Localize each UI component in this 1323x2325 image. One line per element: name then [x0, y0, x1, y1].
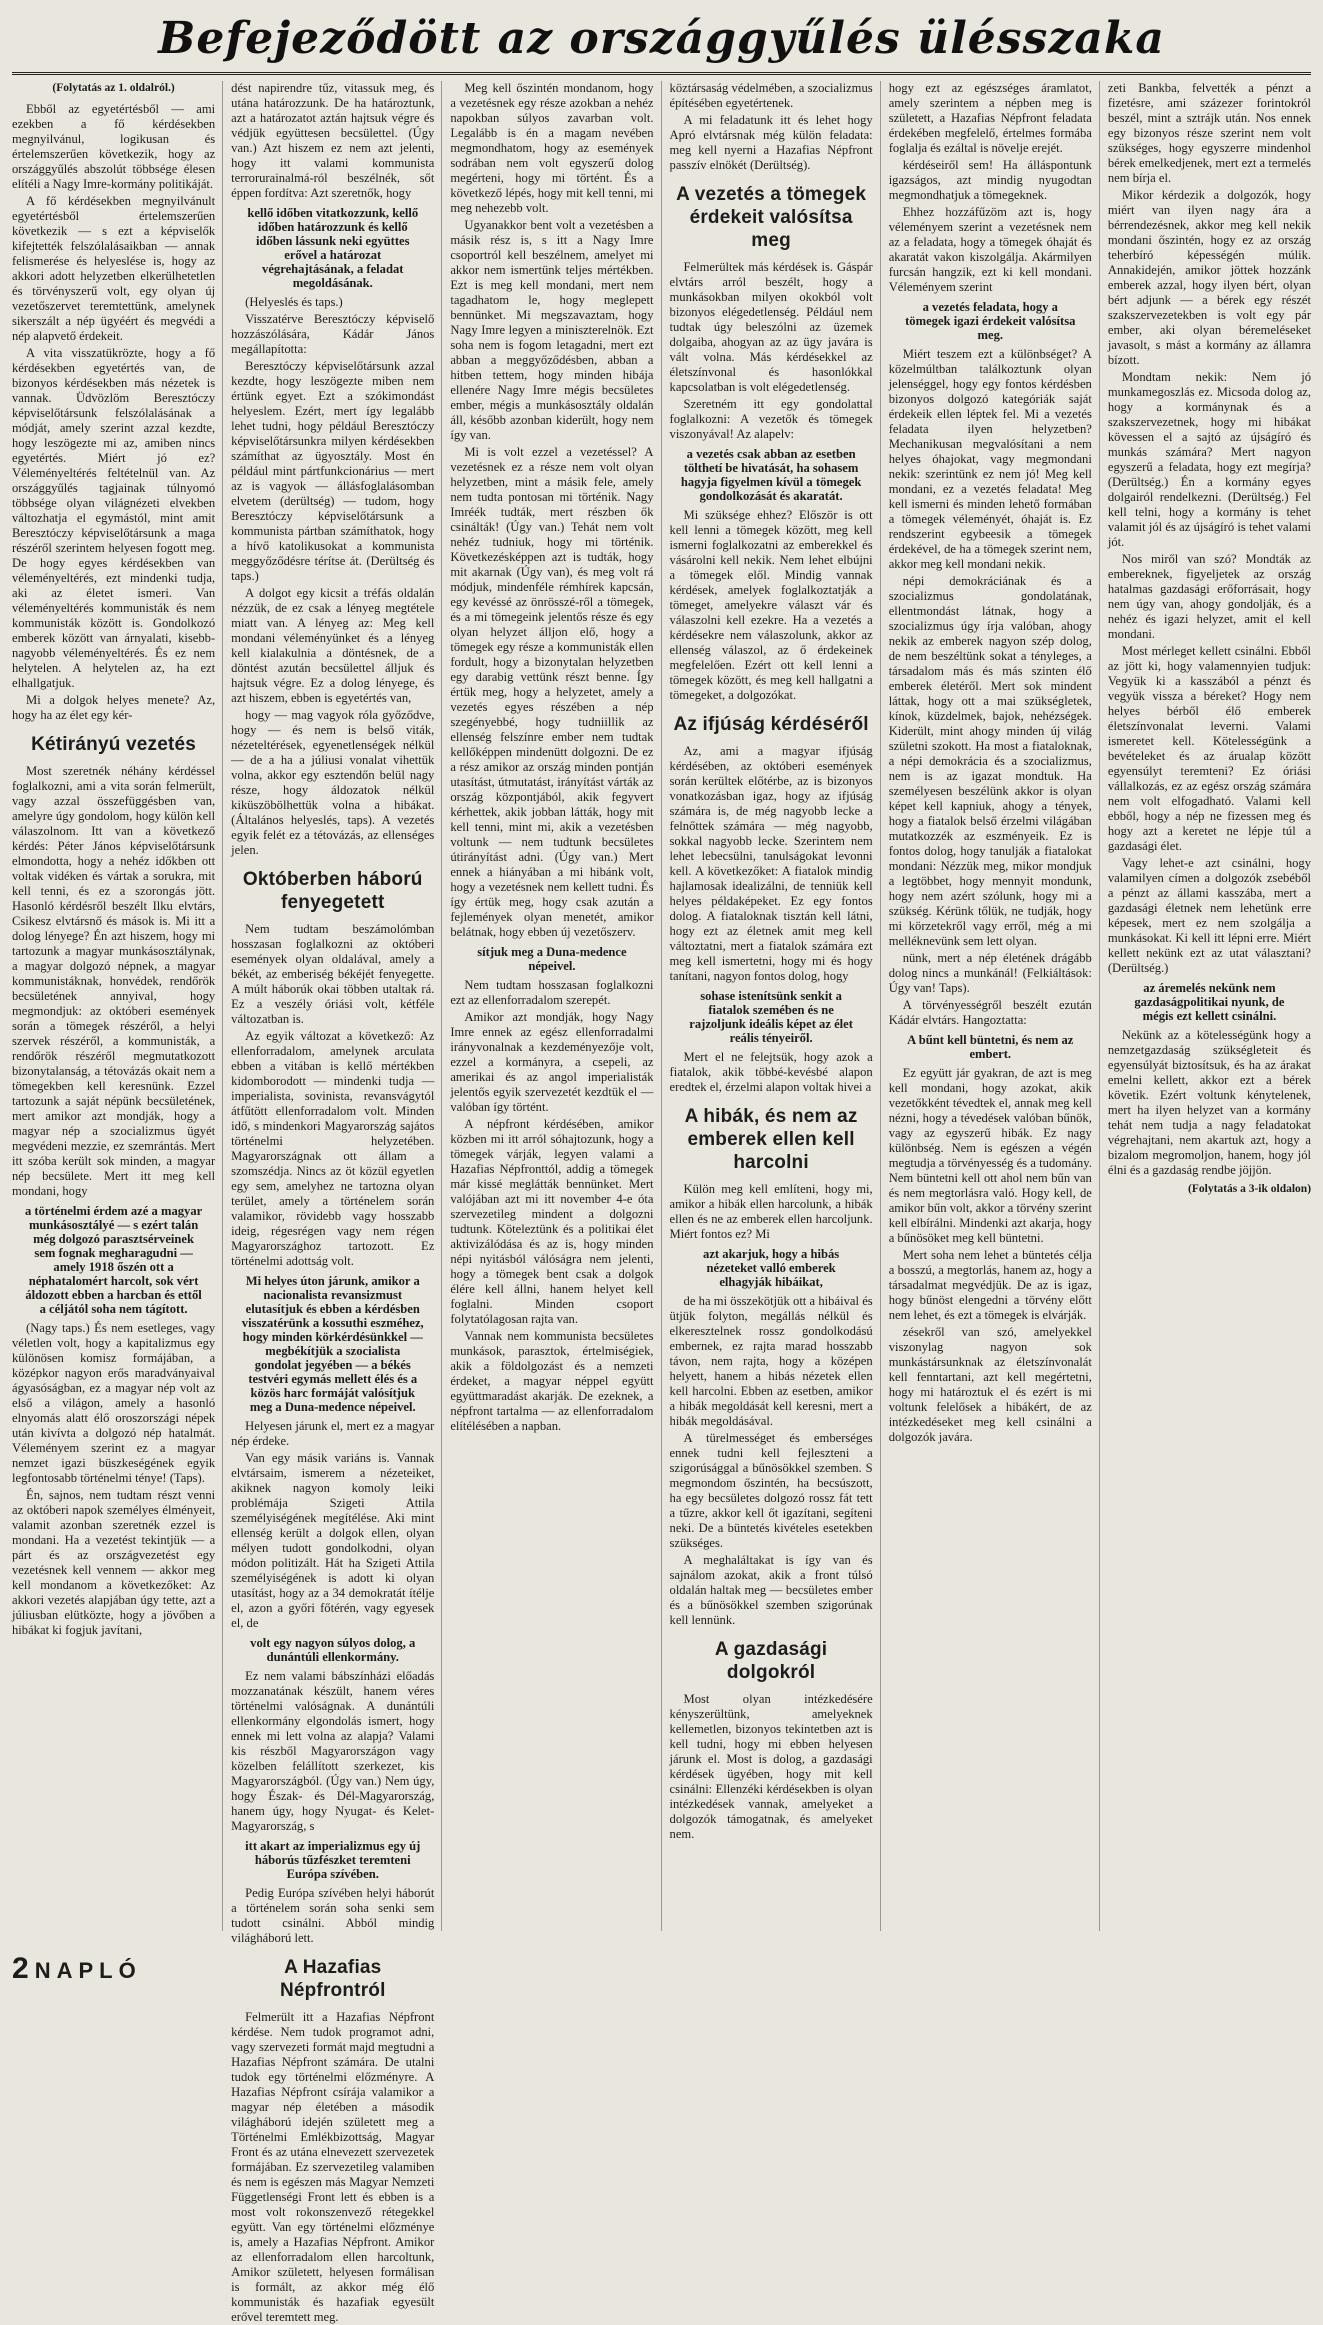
subheading-ifjusag: Az ifjúság kérdéséről: [673, 714, 869, 735]
paragraph: Meg kell őszintén mondanom, hogy a vezetésnek egy része azokban a nehéz napokban súlyos zavarban volt. Legalább is én a magam nevében megmondhatom, hogy az események sodrában nem volt egyszerű dolog megérteni, hogy mi történt. És a következő lépés, hogy mit kell tenni, mi meg nehezebb volt.: [450, 81, 654, 215]
paragraph: dést napirendre tűz, vitassuk meg, és utána határozzunk. De ha határoztunk, azt a határozatot aztán hajtsuk végre és védjük együttesen becsülettel. (Úgy van.) Azt hiszem ez nem azt jelenti, hogy itt valami kommunista terrorurainalmá-ról beszélnék, sőt éppen fordítva: Azt szeretnők, hogy: [231, 81, 435, 200]
continuation-note: (Folytatás a 3-ik oldalon): [1188, 1183, 1312, 1195]
paragraph: Nekünk az a kötelességünk hogy a nemzetgazdaság szükségleteit és egyensúlyát biztosítsuk, és ha az árakat emelni kellett, akkor ezt a bérek követik. Ezért voltunk kénytelenek, mert ha ilyen helyzet van a kormány tehát nem tudja a nagy feladatokat végrehajtani, nem akartuk azt, hogy a bizalom megromoljon, hanem, hogy jól élni és a gazdaság rendbe jöjjön.: [1107, 1028, 1312, 1177]
subheading-oktoberben: Októberben háború fenyegetett: [242, 869, 423, 913]
paragraph: Mi a dolgok helyes menete? Az, hogy ha az élet egy kér-: [12, 693, 216, 722]
paragraph: A mi feladatunk itt és lehet hogy Apró elvtársnak még külön feladata: meg kell nyerni a Hazafias Népfront passzív elnökét (Derültség).: [669, 113, 873, 172]
paragraph: A törvényességről beszélt ezután Kádár elvtárs. Hangoztatta:: [888, 998, 1092, 1027]
paragraph: A meghaláltakat is így van és sajnálom azokat, akik a front túlsó oldalán haltak meg — becsületes ember és a bűnösökkel szemben szigorúnak kell lennünk.: [669, 1553, 873, 1627]
paragraph: népi demokráciának és a szocializmus gondolatának, ellentmondást látnak, hogy a szocializmus úgy írja valóban, ahogy nekik az emberek nagyon szép dolog, de nem beszéltünk sokat a tényleges, a társadalom más és más szinten élő emberek életéről. Mert sok mindent láttak, hogy ott a mai szükségletek, kínok, küzdelmek, bajok, nehézségek. Kiderült, mint ahogy minden új világ születni szokott. Ha most a fiataloknak, a népi demokrácia és a szocializmus, nem is az igazat mondtuk. Ha személyesen beszélünk akkor is olyan képet kell kapniuk, ahogy a tények, hogy a fiatalok belső érzelmi világában mutatkozzék az eszményeik. Ez is fontos dolog, hogy tanulják a fiatalokat mondani: Nézzük meg, mikor mondjuk a legtöbbet, hogy mennyit mondunk, hogy nem azért szólunk, hogy mi a szükség. Kérünk tőlük, ne tudják, hogy mi körzetekről vagy erről, még a mi melléknevünk sem lett olyan.: [888, 574, 1092, 948]
column-6: [1108, 81, 1311, 1931]
paragraph: zeti Bankba, felvették a pénzt a fizetésre, ami százezer forintokról beszél, mint a sztrájk után. Nos ennek egy bizonyos része szerint nem volt szükséges, hogy egyszerre mindenhol bérek emelkedjenek, mert ezt a termelés nem bírja el.: [1107, 81, 1312, 185]
paragraph: A vita visszatükrözte, hogy a fő kérdésekben egyetértés van, de bizonyos kérdésekben más nézetek is vannak. Üdvözlöm Beresztóczy képviselőtársunk felszólalásának a módját, amely szerint azzal kezdte, hogy leszögezte mi az, amiben nincs egyetértés. Miért jó ez? Véleményeltérés feltételnül van. Az országgyűlés tagjainak túlnyomó többsége olyan világnézeti elvekben változhatja el egymástól, mint amit Beresztóczy képviselőtársunk a maga részéről szerintem helyesen fogott meg. De hogy egyes kérdésekben van véleményeltérés, ezt mindenki tudja, aki az életet ismeri. Van véleményeltérés kommunisták és nem kommunisták között is. Gondolkozó emberek között van árnyalati, kisebb-nagyobb véleményeltérés. És ez nem helytelen. A helytelen az, ha ezt elhallgatjuk.: [12, 346, 216, 690]
paragraph: hogy — mag vagyok róla győződve, hogy — és nem is belső viták, nézeteltérések, egyenetlenségek nélkül — de a ha a júliusi vonalat vihettük volna, akkor egy esztendőn belül nagy része, hogy áldozatok nélkül kiküszöbölhettük volna a hibákat. (Általános helyeslés, taps). A vezetés egyik felét ez a tétovázás, az ellenséges jelen.: [231, 708, 435, 857]
paragraph: köztársaság védelmében, a szocializmus építésében egyetértenek.: [669, 81, 873, 110]
paragraph: Mondtam nekik: Nem jó munkamegoszlás ez. Micsoda dolog az, hogy a kormánynak és a szakszervezetnek, hogy mi hibákat kövessen el a sajtó az újságíró és munkás számára? Mert nagyon egyszerű a feladata, hogy ezt megírja? (Derültség.) Én a kormány egyes dolgairól rendelkezni. (Derültség.) Fel kell telni, hogy a kormány is tehet valamit jól és az újságíró is tehet valami jót.: [1107, 370, 1312, 549]
continuation-note: (Folytatás az 1. oldalról.): [52, 82, 175, 94]
paragraph: (Helyeslés és taps.): [245, 295, 343, 309]
paragraph: A dolgot egy kicsit a tréfás oldalán nézzük, de ez csak a lényeg megtétele miatt van. A lényeg az: Meg kell mondani véleményünket és a lényeg kell kialakulnia a döntésnek, de a döntést azután becsülettel álljuk és hajtsuk végre. Ez a dolog lényege, és azt hiszem, ebben is egyetértés van,: [231, 586, 435, 705]
paragraph: Szeretném itt egy gondolattal foglalkozni: A vezetők és tömegek viszonyával! Az alapelv:: [669, 397, 873, 441]
paragraph: Ez nem valami bábszínházi előadás mozzanatának készült, hanem véres történelmi valóságnak. A dunántúli ellenkormány elgondolás ismert, hogy ennek mi lett volna az alapja? Valami kis részből Magyarországon vagy közelben felállított szerkezet, kis Magyarországból. (Úgy van.) Nem úgy, hogy Észak- és Dél-Magyarország, hanem úgy, hogy Nyugat- és Kelet-Magyarország, s: [231, 1669, 435, 1833]
paragraph: Ugyanakkor bent volt a vezetésben a másik rész is, s itt a Nagy Imre csoportról kell beszélnem, amelyet mi akkor nem ismertünk teljes mértékben. Ezt is meg kell mondani, mert nem tagadhatom le, hogy meglepett bennünket. Mi megszavaztam, hogy Nagy Imre legyen a miniszterelnök. Ezt soha nem is fogom letagadni, mert ezt abban a meggyőződésben, abban a hitben tettem, hogy minden hibája ellenére Nagy Imre mégis becsületes ember, mégis a munkásosztály oldalán áll, később azonban kiderült, hogy nem így van.: [450, 218, 654, 442]
paragraph: A népfront kérdésében, amikor közben mi itt arról sóhajtozunk, hogy a tömegek várják, legyen valami a Hazafias Népfronttól, addig a tömegek már kissé meglátták bennünket. Mert valójában azt mi itt november 4-e óta szervezetileg mindent a dolgozni tudtunk. Köteleztünk és a politikai élet aktivizálódása és az is, hogy minden népi nyitásból válóságra nem jelenti, hogy a tömegek bent csak a dolgok élére kell állni, hanem helyet kell foglalni. Minden csoport folytatólagosan rajta van.: [450, 1117, 654, 1326]
emphasized-paragraph: volt egy nagyon súlyos dolog, a dunántúli ellenkormány.: [250, 1636, 416, 1664]
paragraph: Mikor kérdezik a dolgozók, hogy miért van ilyen nagy ára a bérrendezésnek, akkor meg kell nekik mondani őszintén, hogy ez az ország teherbíró képességén múlik. Annakidején, amikor jöttek hozzánk emberek azzal, hogy ilyen bért, olyan bért adjunk — a bérek egy részét szakszervezetekben is volt egy pár ember, aki olyan béremeléseket javasolt, s mást a kormány az államra bízott.: [1107, 188, 1312, 367]
emphasized-paragraph: a vezetés feladata, hogy a tömegek igazi érdekeit valósítsa meg.: [905, 300, 1076, 342]
paragraph: Az, ami a magyar ifjúság kérdésében, az októberi események során kerültek előtérbe, az is bizonyos vonatkozásban igaz, hogy az ifjúság számára is, de még nagyobb lecke a felnőttek számára — még nagyobb, sokkal nagyobb lecke. Szerintem nem lehet lebecsülni, tanulságokat levonni kell. A következőket: A fiatalok mindig hajlamosak idealizálni, de tenniük kell helyes példaképeket. Ez egy fontos dolog. A fiataloknak tisztán kell látni, hogy ezt az életnek amit meg kell változtatni, mert a fiatalok számára ezt meg kell ismertetni, hogy mi és hogy tanítani, nagyon fontos dolog, hogy: [669, 744, 873, 983]
paragraph: Mi is volt ezzel a vezetéssel? A vezetésnek ez a része nem volt olyan helyzetben, mint a másik fele, amely nem tudta pontosan mi történik. Nagy Imréék tudták, mert részben ők csinálták! (Úgy van.) Tehát nem volt nehéz tudniuk, hogy mi történik. Következésképpen azt is tudták, hogy mit akarnak (Úgy van), és meg volt rá módjuk, mindenféle rémhírek kapcsán, egy kevéssé az önrösszé-ről a tömegek, és a mi tömegeink jelentős része és egy olyan helyzet álljon elő, hogy a tömegek egy része a kommunisták ellen fordult, hogy a bizonytalan helyzetben egy darabig vettünk részt benne. Így értük meg, hogy a helyzetet, amely a vezetés egyes részében a nép szegényebbé, hogy tudniillik az ellenség felszínre ember nem tudtak kellőképpen mindenütt dolgozni. De ez a rész amikor az ország minden pontján utasítást, útmutatást, irányítást várták az ország központjából, akik fegyvert kérhettek, akik jobban látták, hogy mit kell tenni, mint mi, akik a vezetésben voltunk — nem tudtunk becsületes útirányítást adni. (Úgy van.) Mert ennek a hiányában a mi hibánk volt, hogy a vezetésnek nem kellett tudni. És így értük meg, hogy csak azután a fejlemények olyan menetét, amikor belátnak, hogy ebben új vezetőszerv.: [450, 445, 654, 939]
newspaper-name: NAPLÓ: [34, 1958, 142, 1983]
masthead: [12, 0, 1311, 75]
paragraph: Felmerültek más kérdések is. Gáspár elvtárs arról beszélt, hogy a munkásokban milyen okokból volt bizonyos elégedetlenség. Például nem tudtak úgy beleszólni az üzemek dolgaiba, ahogyan az az ügy javára is vált volna. Más kérdésekkel az életszínvonal és hasonlókkal kapcsolatban is volt elégedetlenség.: [669, 260, 873, 394]
subheading-tomegek-erdekeit: A vezetés a tömegek érdekeit valósítsa meg: [676, 184, 867, 251]
paragraph: Én, sajnos, nem tudtam részt venni az októberi napok személyes élményeit, valamit azonban szeretnék ezzel is mondani. Ha a vezetést tekintjük — a párt és az országvezetést egy vezetésnek kell vennem — akkor meg kell mondanom a következőket: Az akkori vezetés alapjában úgy tette, azt a júliusban elütközte, hogy a jövőben a hibákat ki fogjuk javítani,: [12, 1488, 216, 1637]
page-footer: [12, 1952, 148, 1986]
paragraph: Most mérleget kellett csinálni. Ebből az jött ki, hogy valamennyien tudjuk: Vegyük ki a kasszából a pénzt és vegyük vissza a béreket? Hogy nem helyes bérből élő emberek életszínvonalat leverni. Valami ismeretet kell. Kötelességünk a bevételeket és az árualap között egyensúlyt teremteni? Ez óriási vállalkozás, ez az egész ország számára nem volt elfogadható. Valami kell ebből, hogy a nép ne fizessen meg és hogy azt a keretet ne lépje túl a gazdasági élet.: [1107, 644, 1312, 853]
paragraph: Pedig Európa szívében helyi háborút a történelem során soha senki sem tudott csinálni. Abból mindig világháború lett.: [231, 1886, 435, 1945]
paragraph: Mi szüksége ehhez? Először is ott kell lenni a tömegek között, meg kell ismerni foglalkozatni az emberekkel és vásárolni kell nekik. Nem lehet elbújni a tömegek elől. Mindig vannak kérdések, amelyek foglalkoztatják a tömeget, amelyekre választ vár és válaszolni kell ezekre. Ha a vezetés a kérdésekre nem válaszolunk, akkor az ellenség válaszol, az ő érdekeinek megfelelően. Ezért ott kell lenni a tömegek között, és meg kell hallgatni a tömegeket, a dolgozókat.: [669, 508, 873, 702]
paragraph: Miért teszem ezt a különbséget? A közelmúltban találkoztunk olyan jelenséggel, hogy egy fontos kérdésben bizonyos dolgozó kategóriák saját érdekeik ellen léptek fel. Mi a vezetés feladata ilyen helyzetben? Mechanikusan megvalósítani a nem helyes óhajokat, vagy megmondani nekik: szerintünk ez nem jó! Meg kell mondani, ez a vezetés feladata! Meg kell ismerni és minden lehető formában a tömegek véleményét, óhaját is. Ez rendszerint egybeesik a tömegek érdekével, de ha a tömegek szerint nem, akkor meg kell mondani nekik.: [888, 347, 1092, 571]
paragraph: Ehhez hozzáfűzöm azt is, hogy véleményem szerint a vezetésnek nem az a feladata, hogy a tömegek óhaját és akaratát vakon kiszolgálja. Akármilyen furcsán hangzik, ezt ki kell mondani. Véleményem szerint: [888, 205, 1092, 294]
paragraph: hogy ezt az egészséges áramlatot, amely szerintem a népben meg is született, a Hazafias Népfront feladata érdekében megfelelő, értelmes formába foglalja és ezáltal is növelje erejét.: [888, 81, 1092, 155]
paragraph: Vannak nem kommunista becsületes munkások, parasztok, értelmiségiek, akik a földolgozást és a nemzeti érdeket, a magyar néppel együtt együttmaradást akarják. De ezeknek, a népfront tartalma — az ellenforradalom elítélésében a napban.: [450, 1329, 654, 1433]
paragraph: Amikor azt mondják, hogy Nagy Imre ennek az egész ellenforradalmi irányvonalnak a kezdeményezője volt, ezzel a kormányra, a csepeli, az amerikai és az angol imperialisták jelentős egyik szervezetét kezdtük el — valóban így történt.: [450, 1010, 654, 1114]
paragraph: Helyesen járunk el, mert ez a magyar nép érdeke.: [231, 1419, 435, 1448]
column-5: [889, 81, 1100, 1931]
paragraph: zésekről van szó, amelyekkel viszonylag nagyon sok munkástársunknak az életszínvonalát kell fenntartani, azt kell megértetni, hogy mi határoztuk el és ezért is mi voltunk felelősek a hibákért, de az intézkedéseket meg kell csinálni a dolgozók javára.: [888, 1325, 1092, 1444]
subheading-ketiranyu-vezetes: Kétirányú vezetés: [31, 734, 197, 755]
emphasized-paragraph: itt akart az imperializmus egy új háborús tűzfészket teremteni Európa szívében.: [245, 1839, 421, 1881]
paragraph: Ebből az egyetértésből — ami ezekben a fő kérdésekben megnyilvánul, logikusan és értelemszerűen következik, hogy az országgyűlés abszolút többsége élesen elítéli a Nagy Imre-kormány politikáját.: [12, 102, 216, 191]
paragraph: Most szeretnék néhány kérdéssel foglalkozni, ami a vita során felmerült, vagy azzal összefüggésben van, amelyre úgy gondolom, hogy külön kell válaszolnom. Itt van a következő kérdés: Péter János képviselőtársunk elmondotta, hogy a nehéz időkben ott voltak vidéken és vártak a sorukra, mit kell tenni, és ez a szorongás jött. Hasonló kérdésről beszélt Ilku elvtárs, Csikesz elvtársnő és mások is. Mi itt a dolog lényege? Én azt hiszem, hogy mi tartozunk a magyar munkásosztálynak, a magyar dolgozó népnek, a magyar kommunistáknak, honvédek, rendőrök becsületének annyival, hogy megmondjuk: az októberi események során a tömegek részéről, a helyi szervek részéről, a kommunisták, a rendőrök részéről megmutatkozott bizonytalanság, a tétovázás okait nem a tömegekben kell keresnünk. Ezzel tartozunk a saját népünk becsületének, mert amikor azt mondják, hogy a magyar nép a szocializmus ügyét megvédeni mezzie, ez szemrántás. Mert itt szóba került sok minden, a magyar nép becsülete. Mert itt meg kell mondani, hogy: [12, 764, 216, 1198]
paragraph: Nem tudtam beszámolómban hosszasan foglalkozni az októberi események olyan oldalával, amely a békét, az emberiség békéjét fenyegette. A múlt háborúk okai többen utaltak rá. Ez a veszély óriási volt, kétféle változatban is.: [231, 922, 435, 1026]
paragraph: A türelmességet és emberséges ennek tudni kell fejleszteni a szigorúsággal a bűnösökkel szemben. S megmondom őszintén, ha becsúszott, ha egy becsületes dolgozó rossz fát tett a tűzre, akkor kell őt igazítani, segíteni neki. De a büntetés kivételes esetekben szükséges.: [669, 1431, 873, 1550]
paragraph: (Nagy taps.) És nem esetleges, vagy véletlen volt, hogy a kapitalizmus egy különösen komisz formájában, a középkor nagyon erős maradványaival ágyasóságban, ez a magyar nép volt az első a világon, amely a hasonló elnyomás alatt élő oroszországi népek után kivívta a dolgozó nép hatalmát. Véleményem szerint ez a magyar nemzet igazi büszkeségének egyik legfontosabb történelmi ténye! (Taps).: [12, 1321, 216, 1485]
column-3: [450, 81, 661, 1931]
emphasized-paragraph: kellő időben vitatkozzunk, kellő időben határozzunk és kellő időben lássunk neki együttes erővel a határozat végrehajtásának, a feladat megoldásának.: [247, 206, 419, 290]
paragraph: Van egy másik variáns is. Vannak elvtársaim, ismerem a nézeteiket, akiknek nagyon komoly leiki problémája Szigeti Attila személyiségének megítélése. Aki mint ellenség került a dolgok ellen, olyan mélyen tudott gondolkodni, olyan módon politizált. Hát ha Szigeti Attila személyiségének is adott ki olyan utasítást, hogy az a 34 demokratát ítélje el, azon a győri főtérén, vagy egyesek el, de: [231, 1451, 435, 1630]
emphasized-paragraph: a történelmi érdem azé a magyar munkásosztályé — s ezért talán még dolgozó parasztsérveinek sem fognak megharagudni — amely 1918 őszén ott a néphatalomért harcolt, sok vért áldozott ebben a harcban és ettől a céljától soha nem tágított.: [24, 1204, 203, 1316]
paragraph: Felmerült itt a Hazafias Népfront kérdése. Nem tudok programot adni, vagy szervezeti formát majd megtudni a Hazafias Népfront számára. De utalni tudok egy történelmi előzményre. A Hazafias Népfront csírája valamikor a magyar nép életében a második világháború idején született meg a Történelmi Emlékbizottság, Magyar Front és az utána elnevezett szervezetek formájában. Ez szervezetileg valamiben és nem is egészen más Magyar Nemzeti Függetlenségi Front lett és ebben is a most volt rokonszenvező rétegekkel együtt. Van egy történelmi előzménye is, amely a Hazafias Népfront. Amikor az ellenforradalom ellen harcoltunk, Amikor született, helyesen formálisan is formált, az akkor még élő kommunisták és hazafiak egyesült erővel teremtett meg.: [231, 2010, 435, 2324]
paragraph: Ez együtt jár gyakran, de azt is meg kell mondani, hogy azokat, akik vezetőkként tévedtek el, annak meg kell nézni, hogy a tévedések valóban bűnök, vagy az egyszerű hibák. Ez nagy különbség. Nem is egészen a végén megtudja a törvényesség és a tudomány. Nem büntetni kell ott ahol nem bűn van és nem megtorlásra való. Hogy kell, de amikor bűn volt, akkor a törvény szerint kell elbírálni. Mindenki azt akarja, hogy a bűnösöket meg kell büntetni.: [888, 1066, 1092, 1245]
paragraph: Az egyik változat a következő: Az ellenforradalom, amelynek arculata ebben a vitában is kellő mértékben kidomborodott — mindenki tudja — imperialista, sovinista, revansvágytól átfűtött ellenforradalom volt. Minden idő, s mindenkori Magyarország sajátos történelmi helyzetében. Magyarországnak ott állam a szomszédja. Nincs az öt közül egyetlen egy sem, amelyhez ne tartozna olyan terület, amely a történelem során valamikor, rövidebb vagy hosszabb ideig, régesrégen vagy nem régen Magyarországhoz tartozott. Ez történelmi adottság volt.: [231, 1029, 435, 1268]
emphasized-paragraph: Mi helyes úton járunk, amikor a nacionalista revansizmust elutasítjuk és ebben a kérdésben visszatérünk a kossuthi eszméhez, hogy minden körkérdésünkkel — megbékítjük a szocialista gondolat jegyében — a békés testvéri egymás mellett élés és a közös harc formáját valósítjuk meg a Duna-medence népeivel.: [241, 1274, 424, 1414]
emphasized-paragraph: a vezetés csak abban az esetben tölthetí be hivatását, ha sohasem hagyja figyelmen kívül a tömegek gondolkozását és akaratát.: [680, 447, 862, 503]
paragraph: Nos miről van szó? Mondták az embereknek, figyeljetek az ország hatalmas gazdasági erőforrásait, hogy nem úgy van, ahogy gondolják, és a nehéz és igazi helyzet, amit el kell mondani.: [1107, 552, 1312, 641]
subheading-gazdasagi: A gazdasági dolgokról: [714, 1639, 828, 1683]
subheading-hazafias-nepfront: A Hazafias Népfrontról: [279, 1957, 386, 2001]
emphasized-paragraph: azt akarjuk, hogy a hibás nézeteket valló emberek elhagyják hibáikat,: [703, 1247, 840, 1289]
emphasized-paragraph: sohase istenítsünk senkit a fiatalok szemében és ne rajzoljunk ideális képet az élet reális tényeiről.: [689, 989, 853, 1045]
paragraph: Mert soha nem lehet a büntetés célja a bosszú, a megtorlás, hanem az, hogy a társadalmat megvédjük. De az is igaz, hogy bűnöst elengedni a törvény előtt nem lehet, és ezt a tömegek is elvárják.: [888, 1248, 1092, 1322]
paragraph: nünk, mert a nép életének drágább dolog nincs a munkánál! (Felkiáltások: Úgy van! Taps).: [888, 951, 1092, 995]
column-1: [12, 81, 223, 1931]
headline: Befejeződött az országgyűlés ülésszaka: [158, 13, 1165, 64]
column-4: [670, 81, 881, 1931]
emphasized-paragraph: sítjuk meg a Duna-medence népeivel.: [477, 945, 627, 973]
emphasized-paragraph: az áremelés nekünk nem gazdaságpolitikai nyunk, de mégis ezt kellett csinálni.: [1134, 981, 1285, 1023]
paragraph: de ha mi összekötjük ott a hibáival és ütjük folyton, megállás nélkül és elkeresztelnek rossz gondolkodású embernek, ez rajta marad hosszabb távon, nem rajta, hogy a középen helyett, hanem a hibás nézetek ellen kell harcolni. Ebben az esetben, amikor a hibák megoldását kell keresni, mert a hibák megoldásával.: [669, 1294, 873, 1428]
paragraph: Nem tudtam hosszasan foglalkozni ezt az ellenforradalom szerepét.: [450, 978, 654, 1007]
paragraph: Visszatérve Beresztóczy képviselő hozzászólására, Kádár János megállapította:: [231, 312, 435, 356]
paragraph: kérdéseiről sem! Ha álláspontunk igazságos, azt mindig nyugodtan megmondhatjuk a tömegeknek.: [888, 158, 1092, 202]
paragraph: Külön meg kell említeni, hogy mi, amikor a hibák ellen harcolunk, a hibák ellen és ne az emberek ellen harcoljunk. Miért fontos ez? Mi: [669, 1182, 873, 1241]
emphasized-paragraph: A bűnt kell büntetni, és nem az embert.: [907, 1033, 1074, 1061]
paragraph: Vagy lehet-e azt csinálni, hogy valamilyen címen a dolgozók zsebéből a pénzt az állami kasszába, mert a gazdasági életnek nem lehetünk erre képesek, mert ez nem szolgálja a munkásokat. Ki kell itt lépni erre. Miért kellett nekünk ezt az utat választani? (Derültség.): [1107, 856, 1312, 975]
paragraph: Most olyan intézkedésére kényszerültünk, amelyeknek kellemetlen, bizonyos tekintetben azt is kell tudni, hogy mi ebben helyesen járunk el. Most is dolog, a gazdasági kérdések ügyében, hogy mit kell csinálni: Ellenzéki kérdésekben is olyan intézkedések vannak, amelyeket a dolgozók támogatnak, és amelyeket nem.: [669, 1692, 873, 1841]
paragraph: A fő kérdésekben megnyilvánult egyetértésből értelemszerűen következik — s ezt a képviselők kifejtették felszólalásaikban — annak felismerése és helyeslése is, hogy az akkori adott helyzetben elkerülhetetlen és törvényszerű volt, egy olyan új vezetőszervet teremtettünk, amelynek sikerszált a nép ügyéért és megvédi a nép alapvető érdekeit.: [12, 194, 216, 343]
page-number: 2: [12, 1952, 29, 1985]
paragraph: Beresztóczy képviselőtársunk azzal kezdte, hogy leszögezte miben nem értünk egyet. Ezt a szókimondást helyeslem. Ezért, mert így legalább lehet tudni, hogy például Beresztóczy képviselőtársunkra milyen kérdésekben számíthat az ügyosztály. Most én például mint pártfunkcionárius — mert az is vagyok — állásfoglalásomban elvetem (derültség) — tudom, hogy Beresztóczy képviselőtársunk a kommunista pártban számíthatok, hogy a hívő katolikusokat a kommunista meggyőződésre térítse át. (Derültség és taps.): [231, 359, 435, 583]
subheading-hibak: A hibák, és nem az emberek ellen kell harcolni: [684, 1106, 858, 1173]
column-2: [231, 81, 442, 2324]
paragraph: Mert el ne felejtsük, hogy azok a fiatalok, akik többé-kevésbé alapon eredtek el, érzelmi alapon voltak hivei a: [669, 1050, 873, 1094]
